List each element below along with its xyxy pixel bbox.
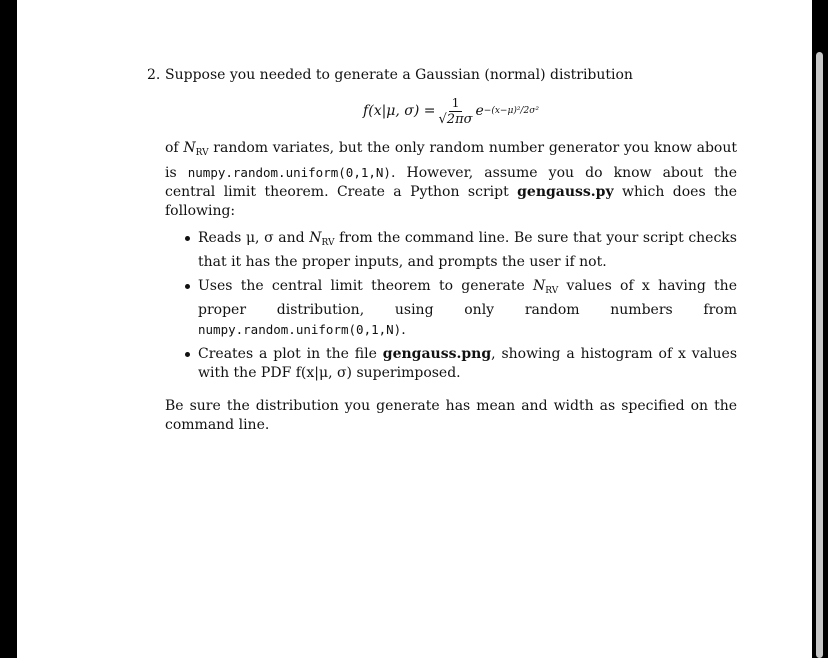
equation-exp-base: e [475,102,484,119]
equation-lhs: f(x|μ, σ) = [363,102,436,119]
vertical-scrollbar[interactable] [816,52,823,658]
n-rv-var: $N_{RV}$ [183,140,209,158]
list-item-creates-plot: Creates a plot in the file gengauss.png, showing a histogram of x values with the PDF f(x|μ, σ) superimposed. [165,345,737,383]
equation-denominator: √2πσ [438,111,473,127]
script-name: gengauss.py [517,184,614,200]
para-text-4: which does the following: [165,184,737,219]
equation-exponent: −(x−μ)²/2σ² [483,105,539,116]
problem-number: 2. [147,67,161,83]
problem-paragraph [165,139,737,221]
problem-heading [147,66,737,85]
para-text-2: random variates, but the only random number generator you know about is [165,140,738,181]
problem-2 [147,66,737,435]
equation-numerator: 1 [449,96,463,112]
closing-paragraph: Be sure the distribution you generate has mean and width as specified on the command line. [165,398,737,433]
problem-intro: Suppose you needed to generate a Gaussian (normal) distribution [165,67,633,83]
gaussian-equation [165,91,737,131]
requirements-list [165,229,737,383]
para-text-3: . However, assume you do know about the central limit theorem. Create a Python script [165,165,737,200]
para-text-1: of [165,140,184,156]
code-uniform: numpy.random.uniform(0,1,N) [187,165,391,180]
equation-fraction [439,96,473,127]
list-item-reads: Reads μ, σ and $N_{RV}$ from the command line. Be sure that your script checks that it has the proper inputs, and prompts the user if not. [165,229,737,272]
list-item-uses-clt: Uses the central limit theorem to generate $N_{RV}$ values of x having the proper distribution, using only random numbers from numpy.random.uniform(0,1,N). [165,277,737,340]
document-page [17,0,812,658]
